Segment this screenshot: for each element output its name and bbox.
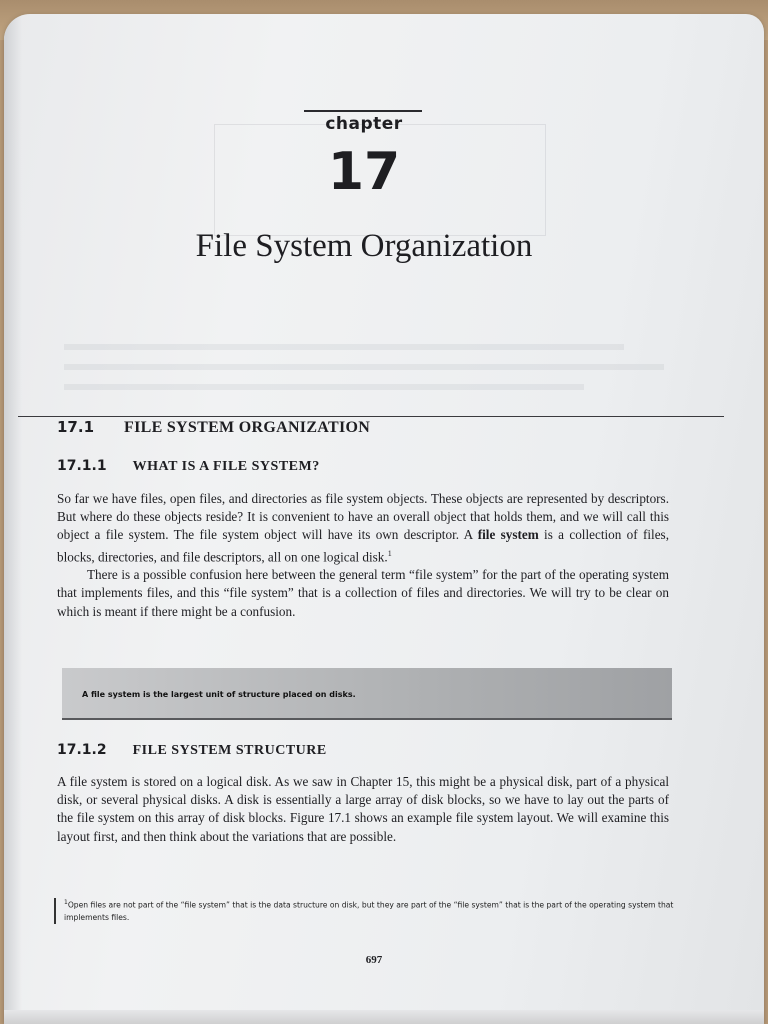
body-text-block-1 bbox=[57, 490, 669, 621]
subsection-heading-2 bbox=[57, 741, 327, 759]
paragraph bbox=[57, 490, 669, 566]
footnote-number: 1 bbox=[64, 899, 68, 906]
bleed-through-line bbox=[64, 364, 664, 370]
footnote-text: Open files are not part of the “file system” that is the data structure on disk, but they are part of the “file system” that is the part of the operating system that implements files. bbox=[64, 900, 674, 922]
bleed-through-line bbox=[64, 344, 624, 350]
page-number: 697 bbox=[365, 954, 383, 966]
paragraph-text: is a collection of files, blocks, directories, and file descriptors, all on one logical disk. bbox=[57, 527, 669, 564]
section-divider bbox=[18, 416, 724, 417]
chapter-number: 17 bbox=[327, 142, 401, 202]
book-page bbox=[4, 14, 764, 1024]
subsection-title: WHAT IS A FILE SYSTEM? bbox=[132, 459, 320, 474]
chapter-title: File System Organization bbox=[195, 228, 533, 264]
page-gutter-shadow bbox=[4, 14, 22, 1024]
section-title: FILE SYSTEM ORGANIZATION bbox=[124, 419, 371, 436]
defined-term: file system bbox=[477, 527, 539, 543]
footnote-reference: 1 bbox=[387, 548, 392, 558]
section-heading bbox=[57, 418, 370, 437]
footnote-marker-bar bbox=[54, 898, 56, 924]
bleed-through-line bbox=[64, 384, 584, 390]
subsection-number: 17.1.2 bbox=[57, 742, 107, 758]
footnote bbox=[64, 897, 674, 924]
paragraph-text: So far we have files, open files, and directories as file system objects. These objects are represented by descriptors. But where do these objects reside? It is convenient to have an overall object that holds them, and we will call this object a file system. The file system object will have its own descriptor. A bbox=[57, 491, 669, 543]
body-text-block-2 bbox=[57, 773, 669, 846]
callout-text: A file system is the largest unit of structure placed on disks. bbox=[82, 690, 356, 699]
paragraph: A file system is stored on a logical disk. As we saw in Chapter 15, this might be a physical disk, part of a physical disk, or several physical disks. A disk is essentially a large array of disk blocks, so we have to lay out the parts of the file system on this array of disk blocks. Figure 17.1 shows an example file system layout. We will examine this layout first, and then think about the variations that are possible. bbox=[57, 774, 669, 844]
subsection-title: FILE SYSTEM STRUCTURE bbox=[132, 743, 327, 758]
chapter-rule bbox=[304, 110, 422, 112]
page-bottom-edge bbox=[4, 1010, 764, 1024]
section-number: 17.1 bbox=[57, 418, 95, 436]
subsection-heading-1 bbox=[57, 457, 320, 475]
paragraph: There is a possible confusion here between the general term “file system” for the part of the operating system that implements files, and this “file system” that is a collection of files and directories. We will try to be clear on which is meant if there might be a confusion. bbox=[57, 567, 669, 619]
subsection-number: 17.1.1 bbox=[57, 458, 107, 474]
chapter-label: chapter bbox=[325, 114, 403, 134]
